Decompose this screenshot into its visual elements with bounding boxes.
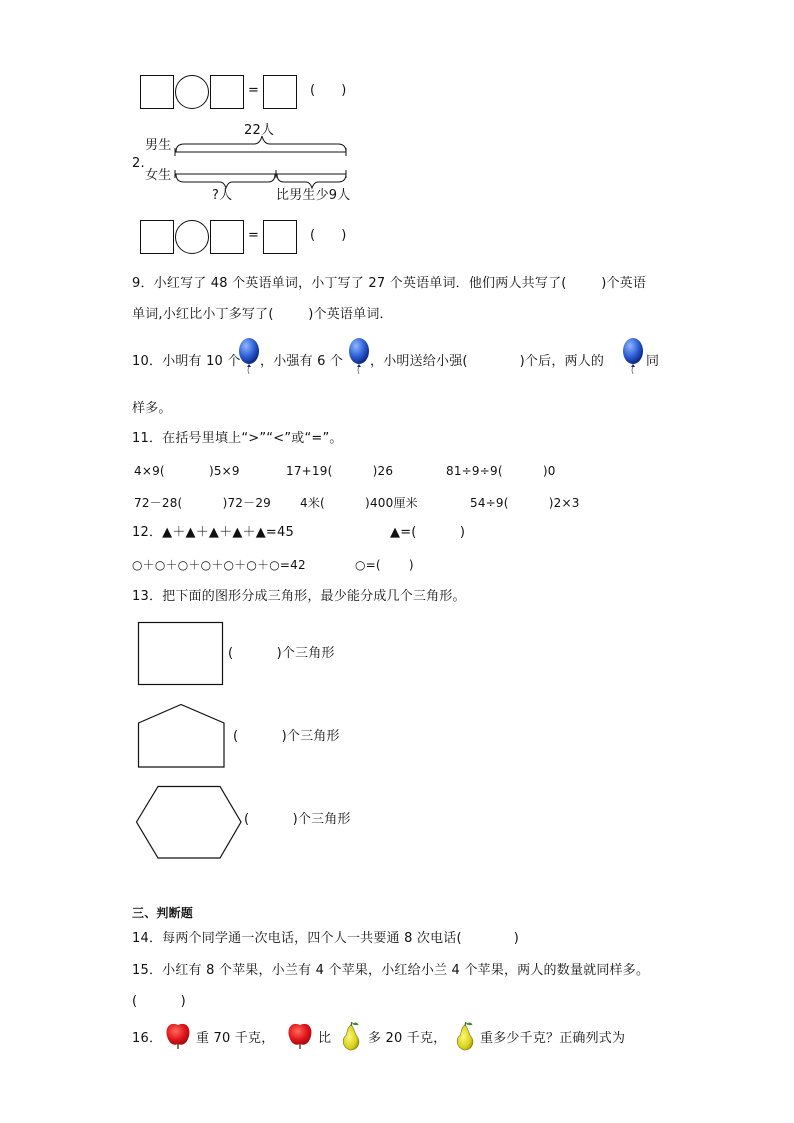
line-segment-diagram	[170, 130, 360, 190]
q12-line2-right: ○=( )	[355, 558, 414, 572]
q11-item: 72－28( )72－29	[134, 496, 271, 510]
q10-line2: 样多。	[132, 401, 172, 416]
q12-line1-left: 12．▲＋▲＋▲＋▲＋▲=45	[132, 525, 294, 540]
q10-part4: 同	[646, 354, 660, 369]
blank-circle[interactable]	[175, 220, 209, 254]
apple-icon	[165, 1019, 191, 1049]
q15-line1: 15．小红有 8 个苹果，小兰有 4 个苹果，小红给小兰 4 个苹果，两人的数量就同样多。	[132, 963, 650, 978]
shape1-answer: ( )个三角形	[228, 646, 335, 661]
q12-line1-right: ▲=( )	[390, 525, 466, 540]
q14-text: 14．每两个同学通一次电话，四个人一共要通 8 次电话( )	[132, 931, 520, 946]
q16-part2: 重 70 千克，	[196, 1031, 275, 1046]
pear-icon	[338, 1022, 364, 1052]
q9-line1: 9．小红写了 48 个英语单词，小丁写了 27 个英语单词．他们两人共写了( )个英语	[132, 276, 647, 291]
answer-paren: ( )	[310, 228, 347, 243]
q10-part3: ，小明送给小强( )个后，两人的	[370, 354, 605, 369]
girls-label: 女生	[145, 168, 172, 183]
q16-part4: 多 20 千克，	[368, 1031, 447, 1046]
balloon-icon	[348, 338, 370, 374]
blank-circle[interactable]	[175, 75, 209, 109]
q11-item: 54÷9( )2×3	[470, 496, 580, 510]
q16-part1: 16．	[132, 1031, 163, 1046]
q12-line2-left: ○＋○＋○＋○＋○＋○＋○=42	[132, 558, 306, 572]
q11-item: 4米( )400厘米	[300, 496, 418, 510]
section-title: 三、判断题	[132, 906, 194, 920]
boys-count: 22人	[244, 123, 275, 138]
q11-item: 4×9( )5×9	[134, 464, 240, 478]
blank-box[interactable]	[210, 220, 244, 254]
blank-box[interactable]	[140, 75, 174, 109]
q10-part1: 10．小明有 10 个	[132, 354, 241, 369]
apple-icon	[287, 1019, 313, 1049]
q11-title: 11．在括号里填上“>”“<”或“=”。	[132, 431, 343, 446]
q10-part2: ，小强有 6 个	[260, 354, 344, 369]
q13-title: 13．把下面的图形分成三角形，最少能分成几个三角形。	[132, 589, 466, 604]
q15-line2: ( )	[132, 994, 186, 1009]
pear-icon	[452, 1022, 478, 1052]
hexagon-shape	[134, 784, 244, 862]
balloon-icon	[238, 338, 260, 374]
shape3-answer: ( )个三角形	[244, 812, 351, 827]
blank-box[interactable]	[140, 220, 174, 254]
q16-part5: 重多少千克？正确列式为	[480, 1031, 626, 1046]
pentagon-shape	[136, 702, 228, 770]
blank-box[interactable]	[263, 220, 297, 254]
question-number: 2.	[132, 156, 145, 171]
girls-unknown: ?人	[212, 188, 233, 203]
boys-label: 男生	[145, 138, 172, 153]
q11-item: 81÷9÷9( )0	[446, 464, 556, 478]
q9-line2: 单词,小红比小丁多写了( )个英语单词．	[132, 307, 393, 322]
equals-sign: =	[248, 83, 260, 98]
q11-item: 17+19( )26	[286, 464, 394, 478]
equals-sign: =	[248, 228, 260, 243]
q16-part3: 比	[318, 1031, 332, 1046]
shape2-answer: ( )个三角形	[233, 729, 340, 744]
answer-paren: ( )	[310, 83, 347, 98]
blank-box[interactable]	[263, 75, 297, 109]
blank-box[interactable]	[210, 75, 244, 109]
balloon-icon	[622, 338, 644, 374]
rectangle-shape	[136, 620, 226, 688]
difference-label: 比男生少9人	[276, 188, 351, 203]
